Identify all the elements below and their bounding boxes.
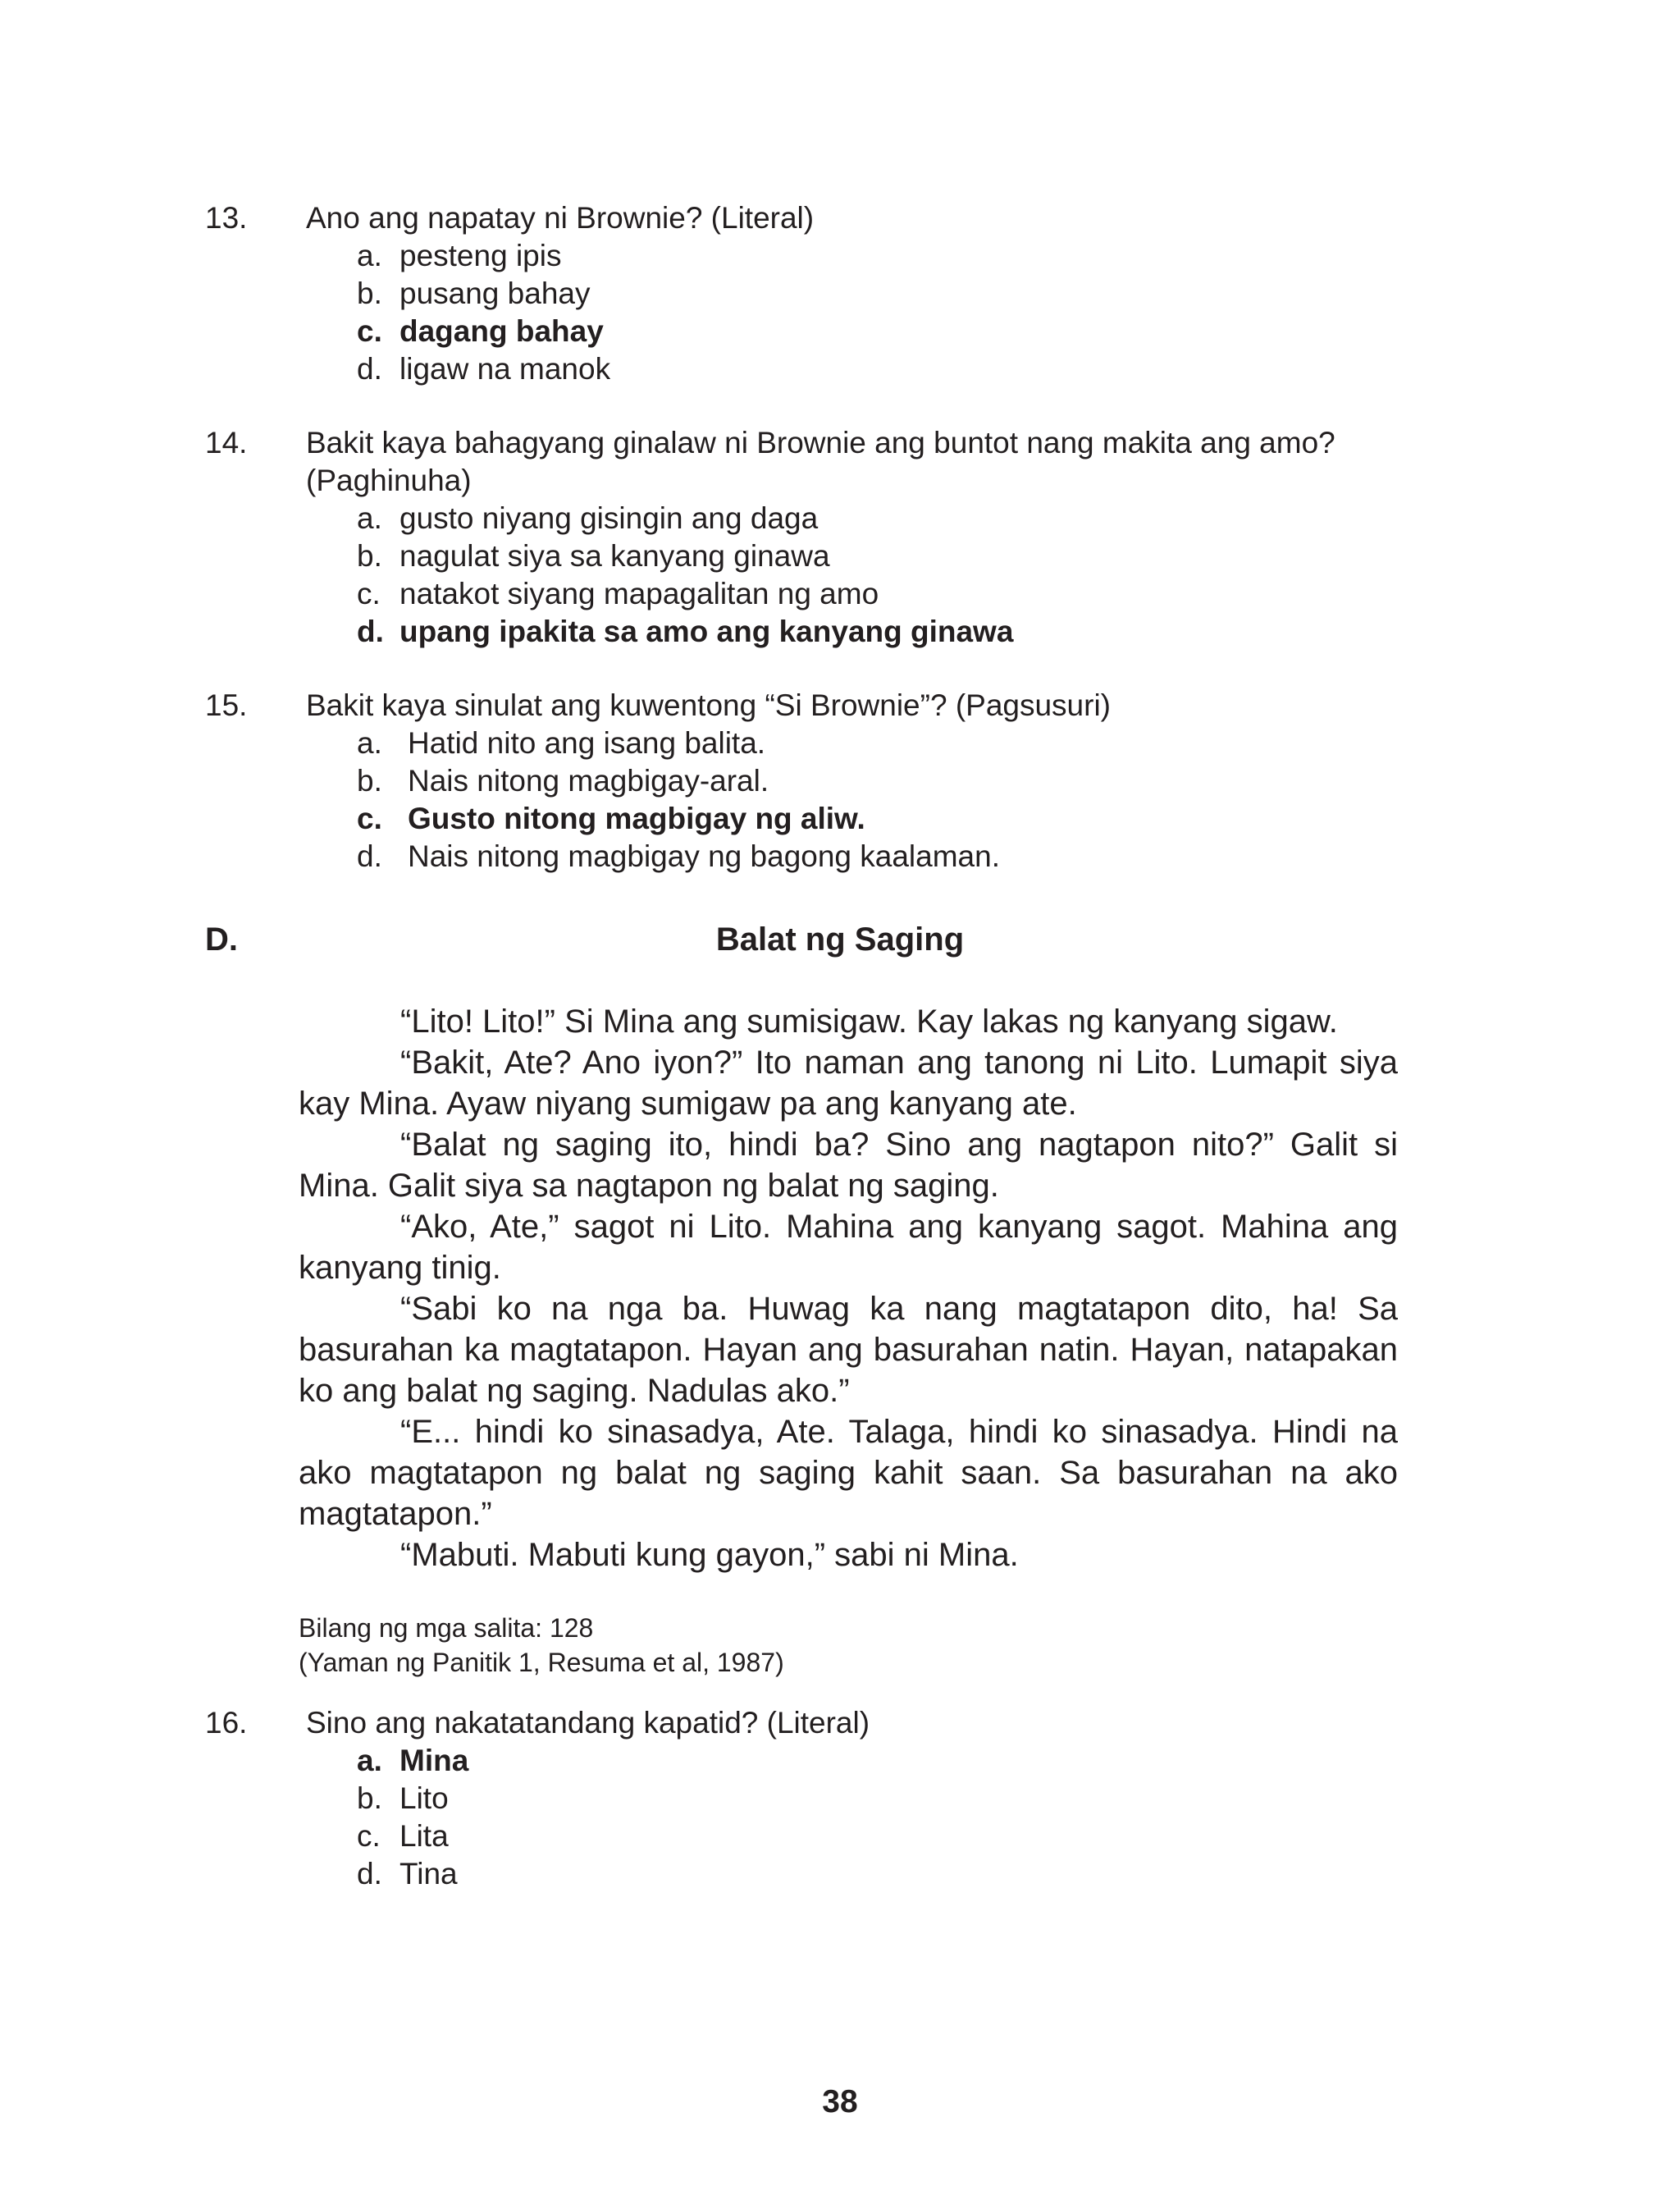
option-b: b. Lito: [357, 1781, 449, 1815]
option-b: b. pusang bahay: [357, 277, 591, 310]
option-a: a. gusto niyang gisingin ang daga: [357, 501, 819, 535]
option-d: d. ligaw na manok: [357, 352, 611, 386]
question-number: 15.: [205, 688, 248, 722]
story-paragraph: “Mabuti. Mabuti kung gayon,” sabi ni Mina.: [400, 1537, 1019, 1573]
question-number: 13.: [205, 201, 248, 235]
story-paragraph: “Sabi ko na nga ba. Huwag ka nang magtatapon dito, ha! Sa basurahan ka magtatapon. Hayan ang basurahan natin. Hayan, natapakan ko ang balat ng saging. Nadulas ako.”: [299, 1291, 1398, 1409]
answer-options: [357, 500, 1013, 651]
option-a: a. Hatid nito ang isang balita.: [357, 726, 766, 760]
option-d: d. Tina: [357, 1857, 458, 1891]
question-text: Sino ang nakatatandang kapatid? (Literal): [306, 1706, 870, 1740]
question-text: Bakit kaya bahagyang ginalaw ni Brownie ang buntot nang makita ang amo?: [306, 426, 1335, 459]
answer-options: [357, 725, 1000, 876]
option-d: d. Nais nitong magbigay ng bagong kaalaman.: [357, 839, 1000, 873]
answer-options: [357, 237, 610, 388]
story-source: (Yaman ng Panitik 1, Resuma et al, 1987): [299, 1648, 784, 1677]
question-text: Ano ang napatay ni Brownie? (Literal): [306, 201, 815, 235]
word-count: Bilang ng mga salita: 128: [299, 1613, 594, 1643]
option-d-correct: d. upang ipakita sa amo ang kanyang ginawa: [357, 615, 1014, 648]
section-letter: D.: [205, 921, 238, 958]
story-meta: [299, 1611, 784, 1680]
story-paragraph: “Lito! Lito!” Si Mina ang sumisigaw. Kay lakas ng kanyang sigaw.: [400, 1004, 1338, 1040]
story-paragraph: “E... hindi ko sinasadya, Ate. Talaga, hindi ko sinasadya. Hindi na ako magtatapon ng balat ng saging kahit saan. Sa basurahan na ako magtatapon.”: [299, 1414, 1398, 1532]
option-c-correct: c. Gusto nitong magbigay ng aliw.: [357, 802, 865, 835]
option-c-correct: c. dagang bahay: [357, 314, 604, 348]
option-c: c. natakot siyang mapagalitan ng amo: [357, 577, 879, 610]
page-number: 38: [822, 2084, 858, 2119]
story-paragraph: “Ako, Ate,” sagot ni Lito. Mahina ang kanyang sagot. Mahina ang kanyang tinig.: [299, 1209, 1398, 1286]
answer-options: [357, 1742, 468, 1893]
story-title: Balat ng Saging: [715, 921, 965, 958]
question-number: 14.: [205, 426, 248, 459]
story-paragraph: “Bakit, Ate? Ano iyon?” Ito naman ang tanong ni Lito. Lumapit siya kay Mina. Ayaw niyang sumigaw pa ang kanyang ate.: [299, 1045, 1398, 1122]
option-c: c. Lita: [357, 1819, 449, 1853]
story-paragraph: “Balat ng saging ito, hindi ba? Sino ang nagtapon nito?” Galit si Mina. Galit siya sa nagtapon ng balat ng saging.: [299, 1127, 1398, 1204]
option-a-correct: a. Mina: [357, 1744, 469, 1777]
question-text-category: (Paghinuha): [306, 464, 472, 497]
question-text: Bakit kaya sinulat ang kuwentong “Si Brownie”? (Pagsusuri): [306, 688, 1111, 722]
question-number: 16.: [205, 1706, 248, 1740]
option-a: a. pesteng ipis: [357, 239, 562, 272]
option-b: b. nagulat siya sa kanyang ginawa: [357, 539, 830, 573]
option-b: b. Nais nitong magbigay-aral.: [357, 764, 769, 798]
story-body: [299, 1001, 1398, 1575]
